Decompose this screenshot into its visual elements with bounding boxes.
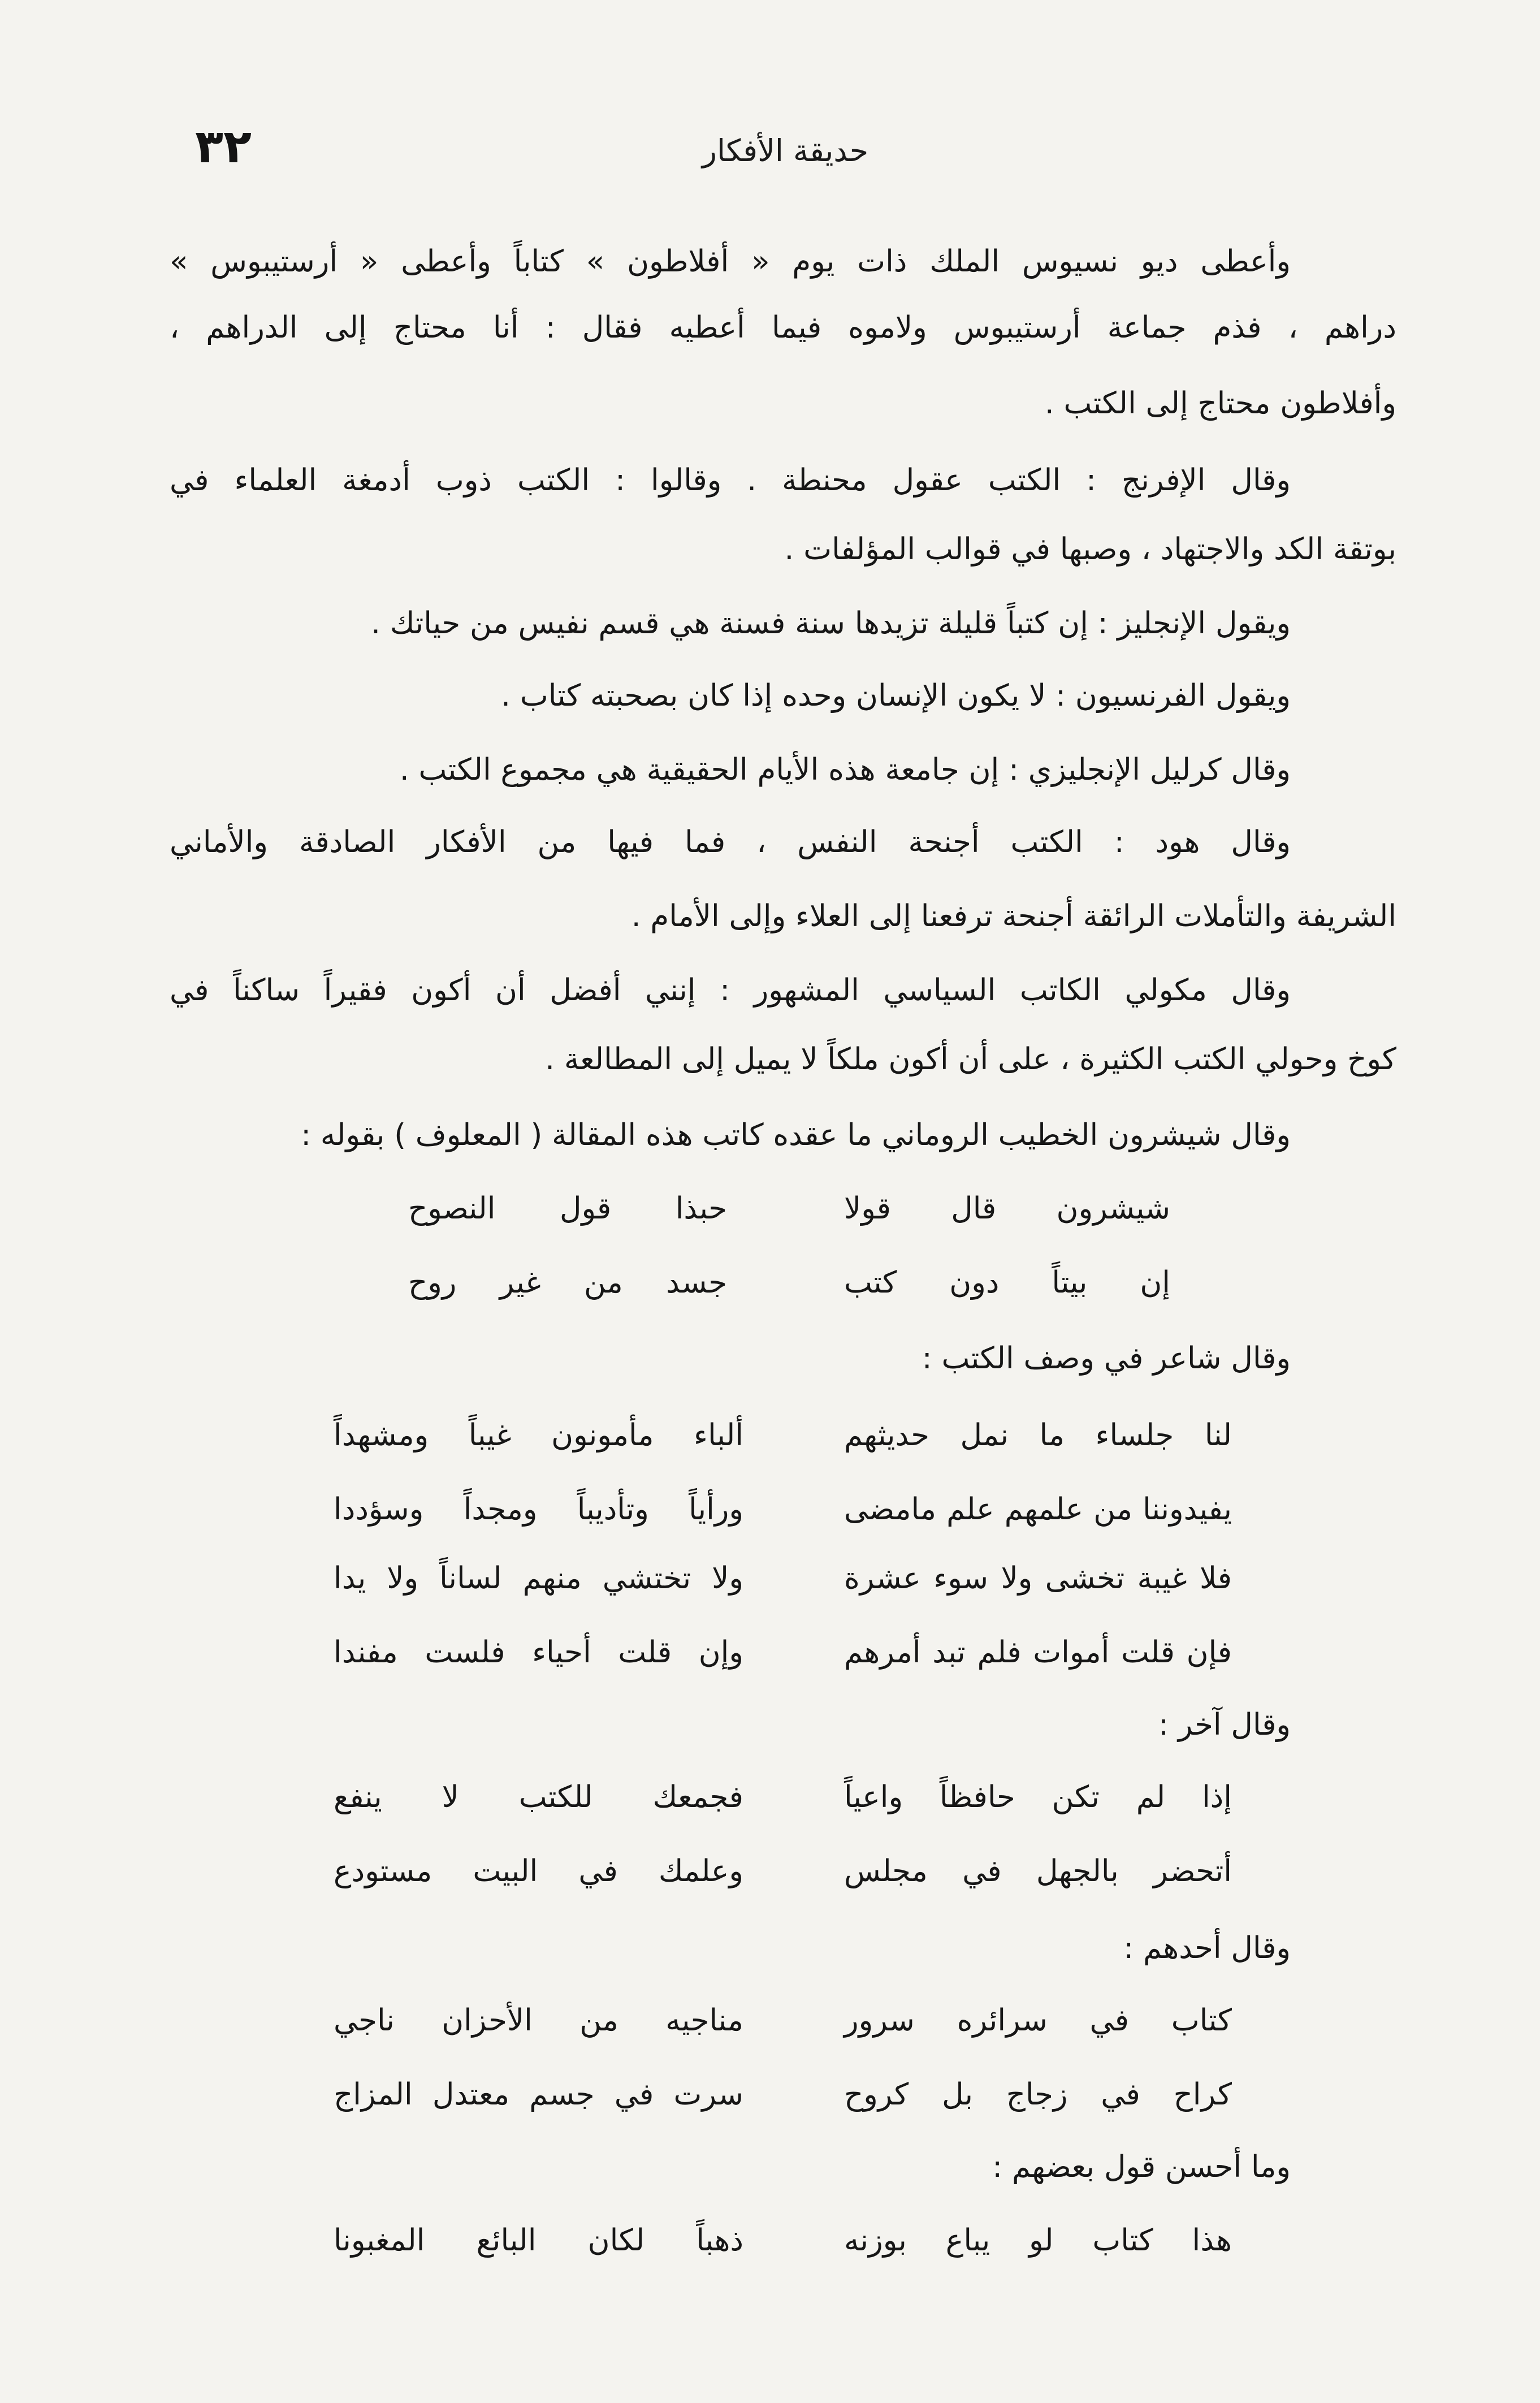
verse [0,1473,1540,1546]
verse-left-hemistich: سرت في جسم معتدل المزاج [334,2077,743,2112]
text-line: وقال الإفرنج : الكتب عقول محنطة . وقالوا : الكتب ذوب أدمغة العلماء في [170,463,1291,498]
text-line: وأفلاطون محتاج إلى الكتب . [1044,386,1396,421]
verse-right-hemistich: شيشرون قال قولا [844,1191,1170,1226]
verse [0,1617,1540,1689]
text-line: دراهم ، فذم جماعة أرستيبوس ولاموه فيما أعطيه فقال : أنا محتاج إلى الدراهم ، [170,310,1396,345]
verse-right-hemistich: أتحضر بالجهل في مجلس [844,1854,1232,1888]
text-line: وقال هود : الكتب أجنحة النفس ، فما فيها من الأفكار الصادقة والأماني [170,825,1291,859]
verse-left-hemistich: فجمعك للكتب لا ينفع [334,1780,743,1814]
text-line: ويقول الإنجليز : إن كتباً قليلة تزيدها سنة فسنة هي قسم نفيس من حياتك . [371,606,1291,641]
text-line: وقال شيشرون الخطيب الروماني ما عقده كاتب هذه المقالة ( المعلوف ) بقوله : [301,1118,1291,1152]
text-line: وأعطى ديو نسيوس الملك ذات يوم « أفلاطون » كتاباً وأعطى « أرستيبوس » [170,244,1291,279]
text-line: الشريفة والتأملات الرائقة أجنحة ترفعنا إلى العلاء وإلى الأمام . [631,899,1396,933]
verse-right-hemistich: إذا لم تكن حافظاً واعياً [844,1780,1232,1814]
verse [0,2205,1540,2277]
verse-left-hemistich: ورأياً وتأديباً ومجداً وسؤددا [334,1492,743,1527]
page-number: ٣٢ [195,120,252,174]
verse-right-hemistich: لنا جلساء ما نمل حديثهم [844,1418,1232,1453]
verse [0,1835,1540,1908]
verse-right-hemistich: يفيدوننا من علمهم علم مامضى [844,1492,1232,1527]
text-line: كوخ وحولي الكتب الكثيرة ، على أن أكون ملكاً لا يميل إلى المطالعة . [545,1042,1396,1077]
verse-right-hemistich: هذا كتاب لو يباع بوزنه [844,2223,1232,2258]
verse-right-hemistich: فلا غيبة تخشى ولا سوء عشرة [844,1561,1232,1596]
verse-left-hemistich: ذهباً لكان البائع المغبونا [334,2223,743,2258]
text-line: بوتقة الكد والاجتهاد ، وصبها في قوالب المؤلفات . [784,532,1396,567]
text-line: ويقول الفرنسيون : لا يكون الإنسان وحده إذا كان بصحبته كتاب . [501,678,1291,713]
verse-left-hemistich: ألباء مأمونون غيباً ومشهداً [334,1418,743,1453]
verse [0,1247,1540,1319]
verse-right-hemistich: إن بيتاً دون كتب [844,1265,1170,1300]
verse-left-hemistich: ولا تختشي منهم لساناً ولا يدا [334,1561,743,1596]
verse-left-hemistich: حبذا قول النصوح [408,1191,727,1226]
poem-intro: وقال شاعر في وصف الكتب : [922,1341,1291,1376]
verse-right-hemistich: فإن قلت أموات فلم تبد أمرهم [844,1635,1232,1670]
poem-intro: وقال آخر : [1158,1708,1291,1742]
verse [0,1985,1540,2057]
verse-right-hemistich: كتاب في سرائره سرور [844,2003,1232,2038]
verse [0,2059,1540,2131]
verse [0,1542,1540,1615]
poem-intro: وقال أحدهم : [1123,1931,1291,1965]
verse-left-hemistich: وعلمك في البيت مستودع [334,1854,743,1888]
verse [0,1761,1540,1834]
verse [0,1173,1540,1245]
verse-left-hemistich: جسد من غير روح [408,1265,727,1300]
text-line: وقال كرليل الإنجليزي : إن جامعة هذه الأيام الحقيقية هي مجموع الكتب . [399,753,1291,787]
verse-left-hemistich: مناجيه من الأحزان ناجي [334,2003,743,2038]
running-title: حديقة الأفكار [702,133,869,168]
verse-left-hemistich: وإن قلت أحياء فلست مفندا [334,1635,743,1670]
text-line: وقال مكولي الكاتب السياسي المشهور : إنني أفضل أن أكون فقيراً ساكناً في [170,973,1291,1008]
poem-intro: وما أحسن قول بعضهم : [992,2150,1291,2184]
verse-right-hemistich: كراح في زجاج بل كروح [844,2077,1232,2112]
verse [0,1399,1540,1472]
